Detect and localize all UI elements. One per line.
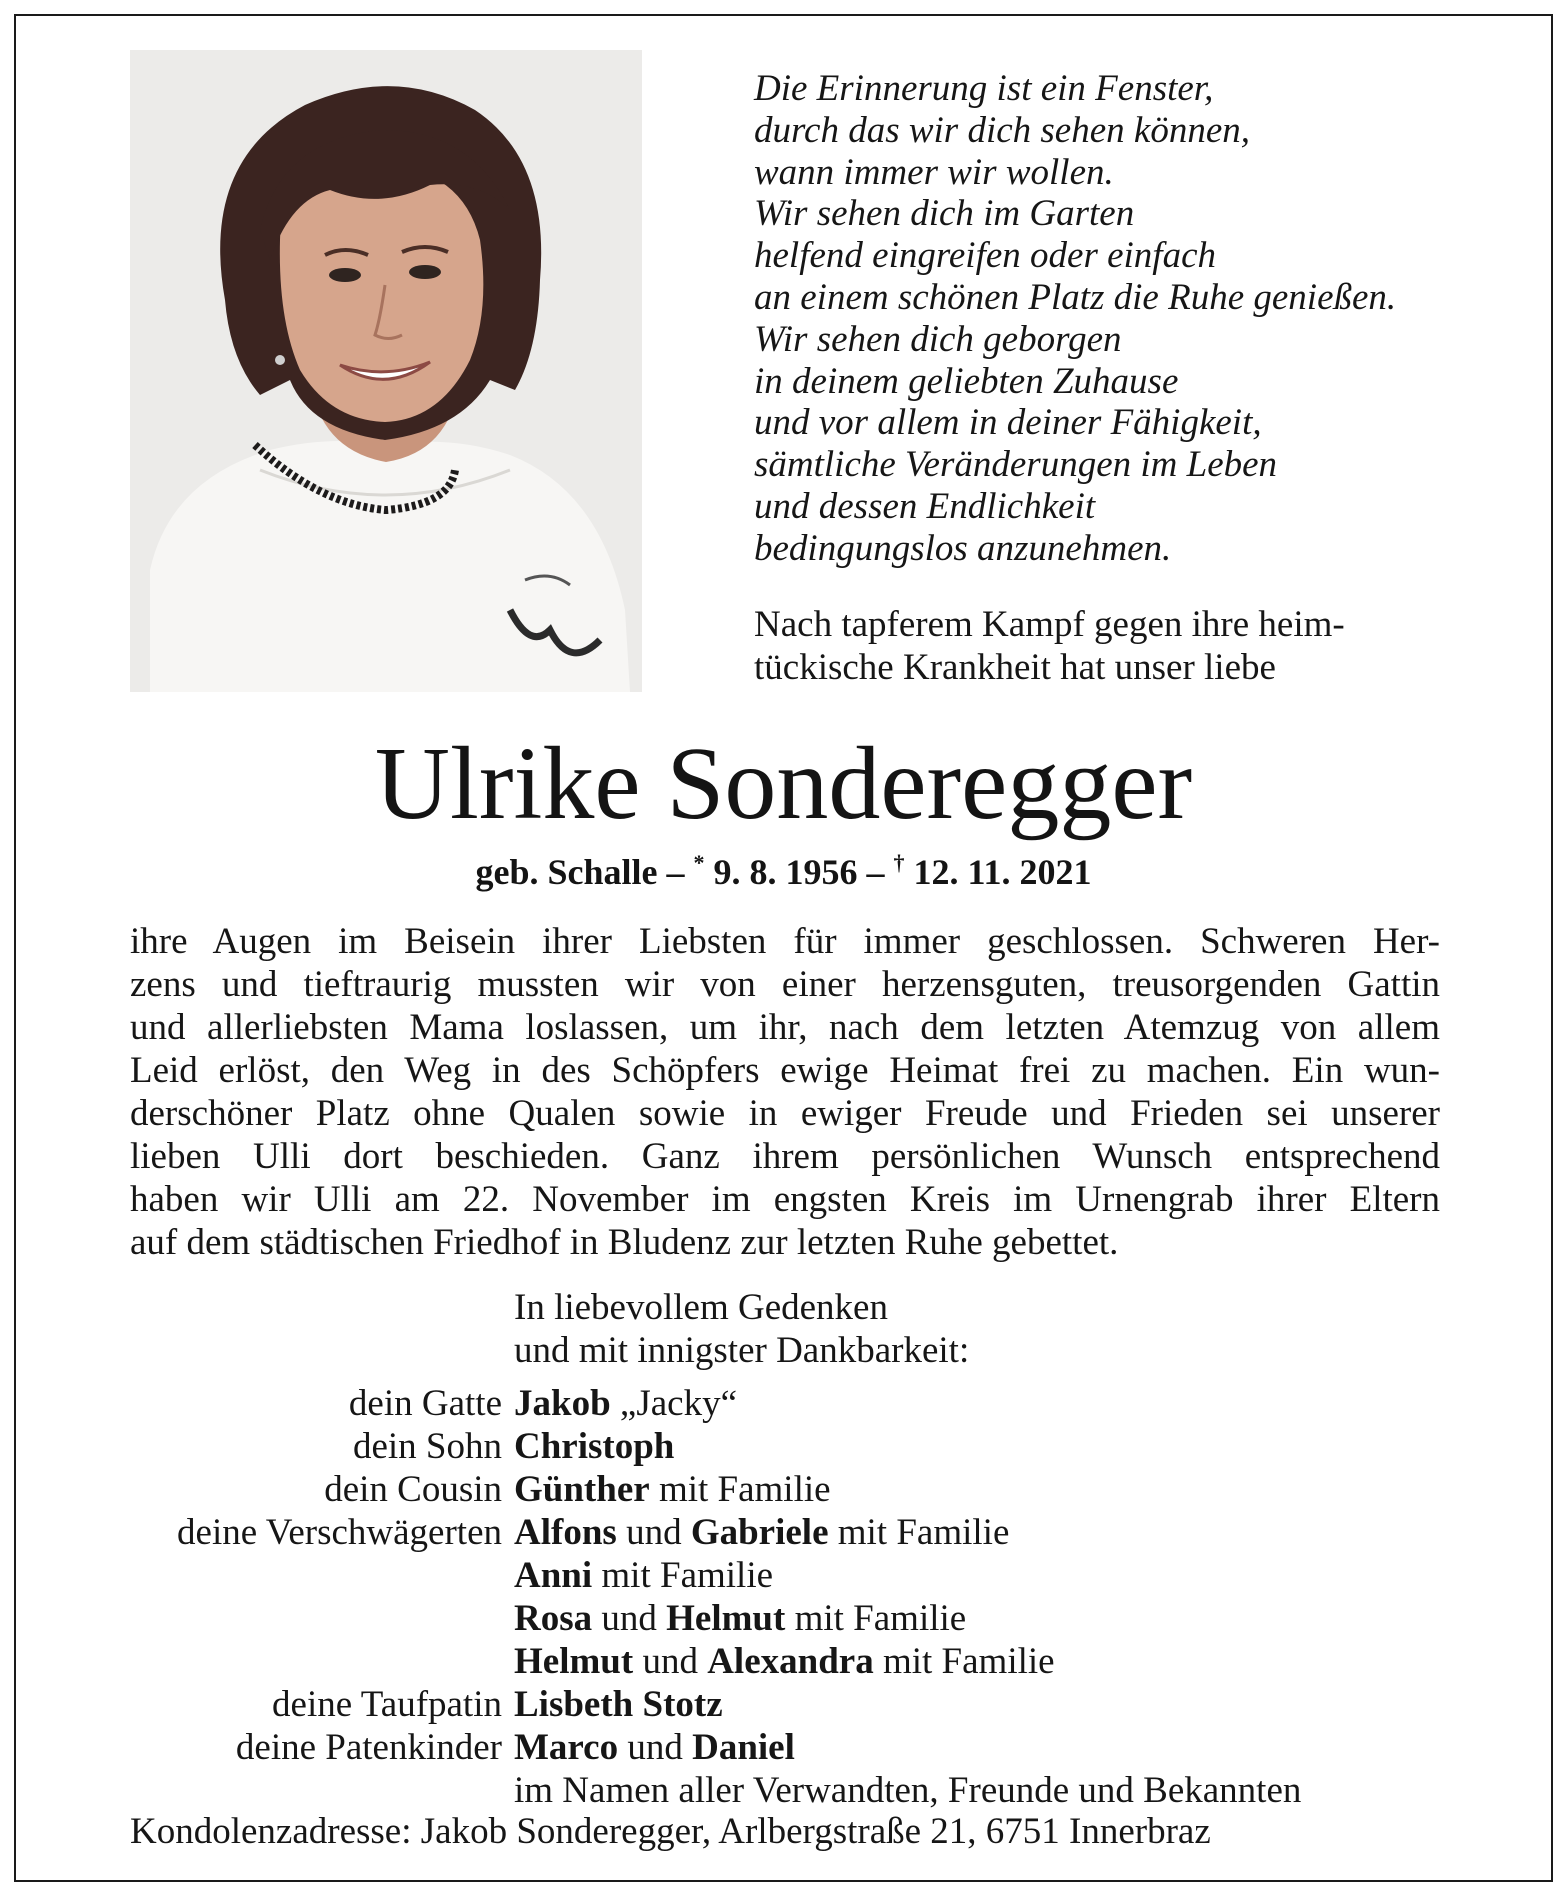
body-line: zens und tieftraurig mussten wir von einer herzensguten, treusorgenden Gattin bbox=[130, 964, 1440, 1005]
intro-line: tückische Krankheit hat unser liebe bbox=[754, 647, 1276, 688]
mourner-connector: und bbox=[592, 1598, 667, 1639]
mourner-name: Helmut bbox=[514, 1641, 634, 1682]
mourner-names bbox=[514, 1554, 773, 1597]
mourner-name: Daniel bbox=[692, 1727, 795, 1768]
mourner-connector: und bbox=[618, 1727, 693, 1768]
memorial-poem bbox=[754, 68, 1474, 570]
mourner-row bbox=[100, 1425, 1500, 1468]
poem-line: in deinem geliebten Zuhause bbox=[754, 360, 1179, 402]
mourner-name: Jakob bbox=[514, 1383, 611, 1424]
intro-text bbox=[754, 603, 1474, 689]
mourner-names bbox=[514, 1511, 1009, 1554]
mourner-row bbox=[100, 1640, 1500, 1683]
body-line: und allerliebsten Mama loslassen, um ihr, nach dem letzten Atemzug von allem bbox=[130, 1007, 1440, 1048]
poem-line: und dessen Endlichkeit bbox=[754, 485, 1096, 527]
birth-symbol: * bbox=[693, 850, 705, 875]
mourner-relation bbox=[100, 1597, 514, 1640]
mourner-relation bbox=[100, 1769, 514, 1812]
mourner-name: Alexandra bbox=[707, 1641, 874, 1682]
mourner-row bbox=[100, 1597, 1500, 1640]
mourner-relation: deine Taufpatin bbox=[272, 1684, 502, 1725]
body-line: derschöner Platz ohne Qualen sowie in ewiger Freude und Frieden sei unserer bbox=[130, 1093, 1440, 1134]
death-date: 12. 11. 2021 bbox=[904, 852, 1092, 892]
poem-line: und vor allem in deiner Fähigkeit, bbox=[754, 402, 1262, 444]
mourner-relation: deine Patenkinder bbox=[235, 1727, 502, 1768]
poem-line: Wir sehen dich im Garten bbox=[754, 193, 1135, 235]
mourner-relation: dein Cousin bbox=[324, 1469, 502, 1510]
portrait-photo bbox=[130, 50, 642, 692]
mourner-name: Rosa bbox=[514, 1598, 593, 1639]
mourner-row bbox=[100, 1382, 1500, 1425]
birth-name: geb. Schalle bbox=[475, 852, 658, 892]
poem-line: Die Erinnerung ist ein Fenster, bbox=[754, 68, 1214, 109]
poem-line: an einem schönen Platz die Ruhe genießen. bbox=[754, 276, 1397, 318]
mourner-name: Gabriele bbox=[690, 1512, 829, 1553]
mourner-relation bbox=[100, 1554, 514, 1597]
mourner-connector: mit Familie bbox=[649, 1469, 831, 1510]
condolence-address: Kondolenzadresse: Jakob Sonderegger, Arlbergstraße 21, 6751 Innerbraz bbox=[130, 1811, 1211, 1852]
memory-heading bbox=[514, 1286, 1414, 1372]
mourner-row bbox=[100, 1683, 1500, 1726]
mourner-name: Helmut bbox=[666, 1598, 786, 1639]
obituary-body bbox=[130, 920, 1440, 1264]
mourner-row bbox=[100, 1554, 1500, 1597]
mourner-row bbox=[100, 1769, 1500, 1812]
mourner-connector: und bbox=[633, 1641, 708, 1682]
poem-line: Wir sehen dich geborgen bbox=[754, 318, 1122, 360]
mourner-row bbox=[100, 1726, 1500, 1769]
mourner-names bbox=[514, 1640, 1055, 1683]
mourner-name: Lisbeth Stotz bbox=[514, 1684, 723, 1725]
poem-line: durch das wir dich sehen können, bbox=[754, 109, 1250, 151]
mourner-names bbox=[514, 1597, 966, 1640]
memory-line: und mit innigster Dankbarkeit: bbox=[514, 1330, 970, 1371]
body-line: haben wir Ulli am 22. November im engsten Kreis im Urnengrab ihrer Eltern bbox=[130, 1179, 1440, 1220]
mourner-connector: und bbox=[616, 1512, 691, 1553]
mourner-name: Günther bbox=[514, 1469, 650, 1510]
poem-line: wann immer wir wollen. bbox=[754, 151, 1114, 193]
memory-line: In liebevollem Gedenken bbox=[514, 1287, 888, 1328]
poem-line: sämtliche Veränderungen im Leben bbox=[754, 444, 1278, 486]
mourner-connector: mit Familie bbox=[873, 1641, 1055, 1682]
poem-line: helfend eingreifen oder einfach bbox=[754, 235, 1217, 277]
body-line: auf dem städtischen Friedhof in Bludenz zur letzten Ruhe gebettet. bbox=[130, 1222, 1119, 1263]
life-dates bbox=[0, 850, 1567, 894]
death-symbol: † bbox=[893, 850, 905, 875]
mourner-names bbox=[514, 1468, 831, 1511]
poem-line: bedingungslos anzunehmen. bbox=[754, 527, 1172, 569]
intro-line: Nach tapferem Kampf gegen ihre heim- bbox=[754, 604, 1345, 645]
mourner-connector: im Namen aller Verwandten, Freunde und Bekannten bbox=[514, 1770, 1302, 1811]
mourner-name: Alfons bbox=[514, 1512, 617, 1553]
mourner-relation bbox=[100, 1640, 514, 1683]
dash: – bbox=[857, 852, 894, 892]
mourner-name: Christoph bbox=[514, 1426, 675, 1467]
mourner-connector: mit Familie bbox=[785, 1598, 967, 1639]
birth-date: 9. 8. 1956 bbox=[704, 852, 858, 892]
mourner-connector: „Jacky“ bbox=[610, 1383, 737, 1424]
mourner-connector: mit Familie bbox=[828, 1512, 1010, 1553]
body-line: lieben Ulli dort beschieden. Ganz ihrem persönlichen Wunsch entsprechend bbox=[130, 1136, 1440, 1177]
mourner-connector: mit Familie bbox=[592, 1555, 774, 1596]
mourner-name: Marco bbox=[514, 1727, 619, 1768]
mourner-relation: deine Verschwägerten bbox=[177, 1512, 502, 1553]
mourner-relation: dein Gatte bbox=[348, 1383, 502, 1424]
mourner-row bbox=[100, 1511, 1500, 1554]
body-line: ihre Augen im Beisein ihrer Liebsten für immer geschlossen. Schweren Her- bbox=[130, 921, 1440, 962]
mourner-names bbox=[514, 1726, 795, 1769]
mourner-names bbox=[514, 1683, 723, 1726]
mourners-list bbox=[100, 1382, 1500, 1812]
mourner-names bbox=[514, 1425, 674, 1468]
mourner-names bbox=[514, 1769, 1301, 1812]
mourner-row bbox=[100, 1468, 1500, 1511]
portrait-illustration bbox=[130, 50, 642, 692]
mourner-name: Anni bbox=[514, 1555, 593, 1596]
body-line: Leid erlöst, den Weg in des Schöpfers ewige Heimat frei zu machen. Ein wun- bbox=[130, 1050, 1440, 1091]
mourner-relation: dein Sohn bbox=[352, 1426, 502, 1467]
dash: – bbox=[657, 852, 694, 892]
deceased-name: Ulrike Sonderegger bbox=[374, 726, 1193, 841]
mourner-names bbox=[514, 1382, 737, 1425]
